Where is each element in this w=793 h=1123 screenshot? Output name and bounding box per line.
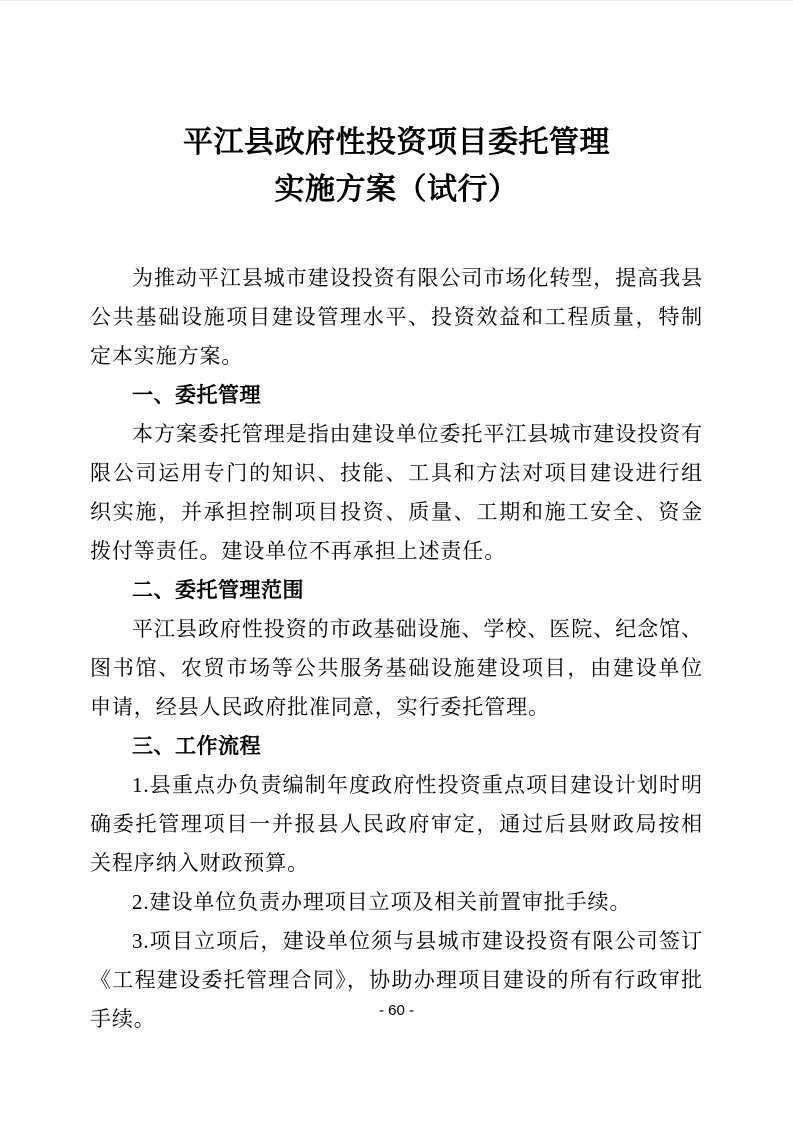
document-body (90, 259, 703, 1039)
intro-paragraph: 为推动平江县城市建设投资有限公司市场化转型，提高我县公共基础设施项目建设管理水平、投资效益和工程质量，特制定本实施方案。 (90, 266, 703, 368)
page-number: - 60 - (378, 1002, 414, 1019)
document-title (90, 119, 703, 213)
section-2-paragraph: 平江县政府性投资的市政基础设施、学校、医院、纪念馆、图书馆、农贸市场等公共服务基础设施建设项目，由建设单位申请，经县人民政府批准同意，实行委托管理。 (90, 617, 703, 719)
document-content (90, 119, 703, 1039)
section-3-item-2: 2.建设单位负责办理项目立项及相关前置审批手续。 (132, 890, 632, 914)
section-3-item-3: 3.项目立项后，建设单位须与县城市建设投资有限公司签订《工程建设委托管理合同》，协助办理项目建设的所有行政审批手续。 (90, 929, 703, 1031)
section-1-paragraph: 本方案委托管理是指由建设单位委托平江县城市建设投资有限公司运用专门的知识、技能、工具和方法对项目建设进行组织实施，并承担控制项目投资、质量、工期和施工安全、资金拨付等责任。建设单位不再承担上述责任。 (90, 422, 703, 563)
document-title-line1: 平江县政府性投资项目委托管理 (183, 126, 610, 159)
document-title-line2: 实施方案（试行） (274, 173, 519, 206)
section-3-item-1: 1.县重点办负责编制年度政府性投资重点项目建设计划时明确委托管理项目一并报县人民政府审定，通过后县财政局按相关程序纳入财政预算。 (90, 773, 703, 875)
section-3-heading: 三、工作流程 (132, 735, 261, 758)
section-1-heading: 一、委托管理 (132, 384, 261, 407)
section-2-heading: 二、委托管理范围 (132, 579, 304, 602)
